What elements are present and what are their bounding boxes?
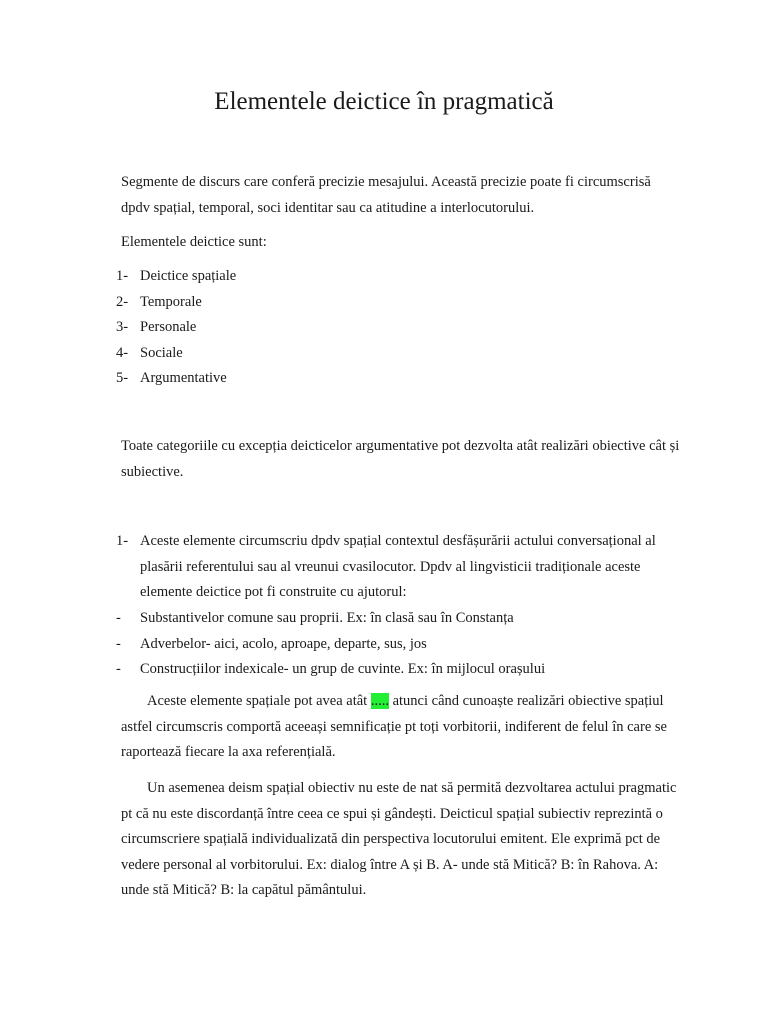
subjective-paragraph: Un asemenea deism spațial obiectiv nu este de nat să permită dezvoltarea actului pragmatic pt că nu este discordanță între ceea ce spui și gândești. Deicticul spațial subiectiv reprezintă o circumscriere spațială individualizată din perspectiva locutorului emitent. Ele exprimă pct de vedere personal al vorbitorului. Ex: dialog între A și B. A- unde stă Mitică? B: în Rahova. A: unde stă Mitică? B: la capătul pământului. [121, 780, 677, 898]
list-item-text: Adverbelor- aici, acolo, aproape, departe, sus, jos [140, 635, 427, 652]
paragraph-text: Aceste elemente spațiale pot avea atât [147, 693, 371, 709]
list-item-bullet: - [116, 610, 121, 626]
list-item-number: 2- [116, 293, 129, 310]
list-item-bullet: - [116, 661, 121, 677]
list-item-label: Deictice spațiale [140, 268, 237, 284]
list-item [116, 366, 227, 392]
list-item [116, 264, 237, 290]
list-item [116, 632, 681, 658]
list-item [116, 606, 681, 632]
list-item-text: Aceste elemente circumscriu dpdv spațial contextul desfășurării actului conversațional al plasării referentului sau al vreunui cvasilocutor. Dpdv al lingvisticii tradiționale aceste elemente deictice pot fi construite cu ajutorul: [140, 533, 656, 600]
highlighted-placeholder: ..... [370, 693, 389, 709]
list-item-label: Sociale [140, 344, 183, 361]
list-heading: Elementele deictice sunt: [121, 234, 267, 250]
list-item [116, 315, 197, 341]
paragraph-text: atunci când cunoaște realizări obiective spațiul astfel circumscris comportă aceeași semnificație pt toți vorbitorii, indiferent de felul în care se raportează fiecare la axa referențială. [121, 693, 667, 760]
list-item-number: 5- [116, 370, 129, 386]
list-item-bullet: - [116, 635, 121, 652]
summary-paragraph: Toate categoriile cu excepția deicticelor argumentative pot dezvolta atât realizări obiective cât și subiective. [121, 438, 680, 480]
list-item-number: 1- [116, 268, 129, 284]
list-item [116, 290, 202, 316]
list-item-text: Construcțiilor indexicale- un grup de cuvinte. Ex: în mijlocul orașului [140, 661, 546, 677]
list-item [116, 529, 681, 606]
list-item-label: Temporale [140, 293, 202, 310]
list-item-label: Personale [140, 319, 197, 335]
objective-paragraph [121, 689, 681, 766]
list-item-number: 4- [116, 344, 129, 361]
list-item-number: 3- [116, 319, 129, 335]
list-item-number: 1- [116, 533, 129, 549]
list-item [116, 657, 681, 683]
document-title: Elementele deictice în pragmatică [214, 88, 554, 115]
list-item-text: Substantivelor comune sau proprii. Ex: în clasă sau în Constanța [140, 610, 514, 626]
intro-paragraph: Segmente de discurs care conferă precizie mesajului. Această precizie poate fi circumscrisă dpdv spațial, temporal, soci identitar sau ca atitudine a interlocutorului. [121, 174, 651, 216]
list-item-label: Argumentative [140, 370, 227, 386]
list-item [116, 341, 183, 367]
